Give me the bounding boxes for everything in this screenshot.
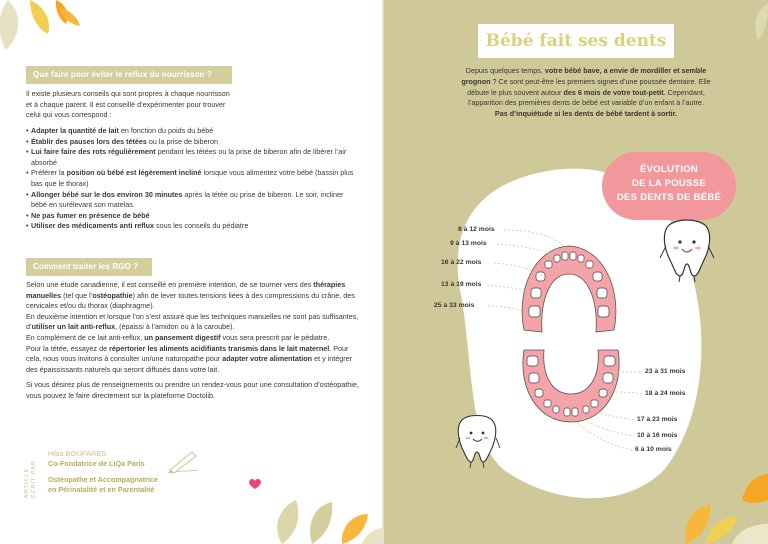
pen-icon [166,448,200,474]
intro-line: Il existe plusieurs conseils qui sont propres à chaque nourrisson [26,89,230,98]
page-title: Bébé fait ses dents [478,24,674,58]
article-by-label: ARTICLE ÉCRIT PAR [24,460,37,498]
list-item: • Établir des pauses lors des tétées ou la prise de biberon [26,137,358,148]
intro-line: celui qui vous correspond : [26,110,112,120]
advice-list [26,126,358,232]
paragraph: En deuxième intention et lorsque l’on s’est assuré que les techniques manuelles ne sont pas suffisantes, d’utiliser un lait anti-reflux, (épaissi à l’amidon ou à la caroube). [26,311,359,332]
age-label: 13 à 19 mois [441,281,482,288]
author-role-3: en Périnatalité et en Parentalité [48,484,155,494]
list-item: • Utiliser des médicaments anti reflux sous les conseils du pédiatre [26,221,358,232]
evolution-line: DE LA POUSSE [632,178,706,189]
age-label: 23 à 31 mois [645,368,686,375]
leaf-decoration-bottom-right-icon [646,470,768,544]
list-item: • Préférer la position où bébé est légèrement incliné lorsque vous alimentez votre bébé (bassin plus bas que le thorax) [26,168,358,189]
right-page [384,0,768,544]
evolution-line: DES DENTS DE BÉBÉ [616,192,722,203]
author-role-2: Ostéopathe et Accompagnatrice [48,475,158,484]
age-label: 10 à 16 mois [637,432,678,439]
leader-lines [384,0,768,544]
section1-intro [26,89,361,121]
intro-paragraph: Depuis quelques temps, votre bébé bave, a envie de mordiller et semble grognon ? Ce sont peut-être les premiers signes d’une poussée dentaire. Elle débute le plus souvent autour des 6 mois de votre tout-petit. Cependant, l’apparition des premières dents de bébé est variable d’un enfant à l’autre. Pas d’inquiétude si les dents de bébé tardent à sortir. [461,66,711,119]
list-item: • Allonger bébé sur le dos environ 30 minutes après la tétée ou prise de biberon. Le soir, incliner bébé en surélevant son matelas. [26,190,358,211]
list-item: • Ne pas fumer en présence de bébé [26,211,358,222]
list-item: • Lui faire faire des rots régulièrement pendant les tétées ou la prise de biberon afin de libérer l’air absorbé [26,147,358,168]
leaf-decoration-bottom-icon [262,484,384,544]
tooth-character-small-icon [452,412,504,470]
intro-line: et à chaque parent. Il est conseillé d’expérimenter pour trouver [26,99,226,109]
paragraph: Si vous désirez plus de renseignements ou prendre un rendez-vous pour une consultation d’ostéopathie, vous pouvez le faire directement sur la plateforme Doctolib. [26,380,359,400]
paragraph: En complément de ce lait anti-reflux, un pansement digestif vous sera prescrit par le pédiatre. [26,332,330,342]
age-label: 25 à 33 mois [434,302,475,309]
heart-icon [248,478,262,490]
age-label: 18 à 24 mois [645,390,686,397]
evolution-line: ÉVOLUTION [639,164,699,175]
author-role-1: Co-Fondatrice de LiQa Paris [48,458,145,468]
paragraph: Selon une étude canadienne, il est conseillé en première intention, de se tourner vers des thérapies manuelles (tel que l’ostéopathie) afin de lever toutes tensions liées à des compressions du crâne, des cervicales et/ou du thorax (diaphragme). [26,280,355,311]
age-label: 9 à 13 mois [450,240,487,247]
paragraph: Pour la tétée, essayez de répertorier les aliments acidifiants transmis dans le lait maternel. Pour cela, nous vous invitons à consulter un/une naturopathe pour adapter votre alimentation et y intégrer des épaississants naturels qui seront diffusés dans votre lait. [26,343,353,374]
section-title-rgo: Comment traiter les RGO ? [26,258,152,276]
age-label: 16 à 22 mois [441,259,482,266]
age-label: 17 à 23 mois [637,416,678,423]
age-label: 6 à 10 mois [635,446,672,453]
leaf-decoration-top-left-icon [0,0,90,70]
age-label: 8 à 12 mois [458,226,495,233]
list-item: • Adapter la quantité de lait en fonction du poids du bébé [26,126,358,137]
section2-body [26,280,361,402]
author-name: Hiba BOUFARES [48,449,107,458]
section-title-reflux: Que faire pour éviter le reflux du nourrisson ? [26,66,232,84]
